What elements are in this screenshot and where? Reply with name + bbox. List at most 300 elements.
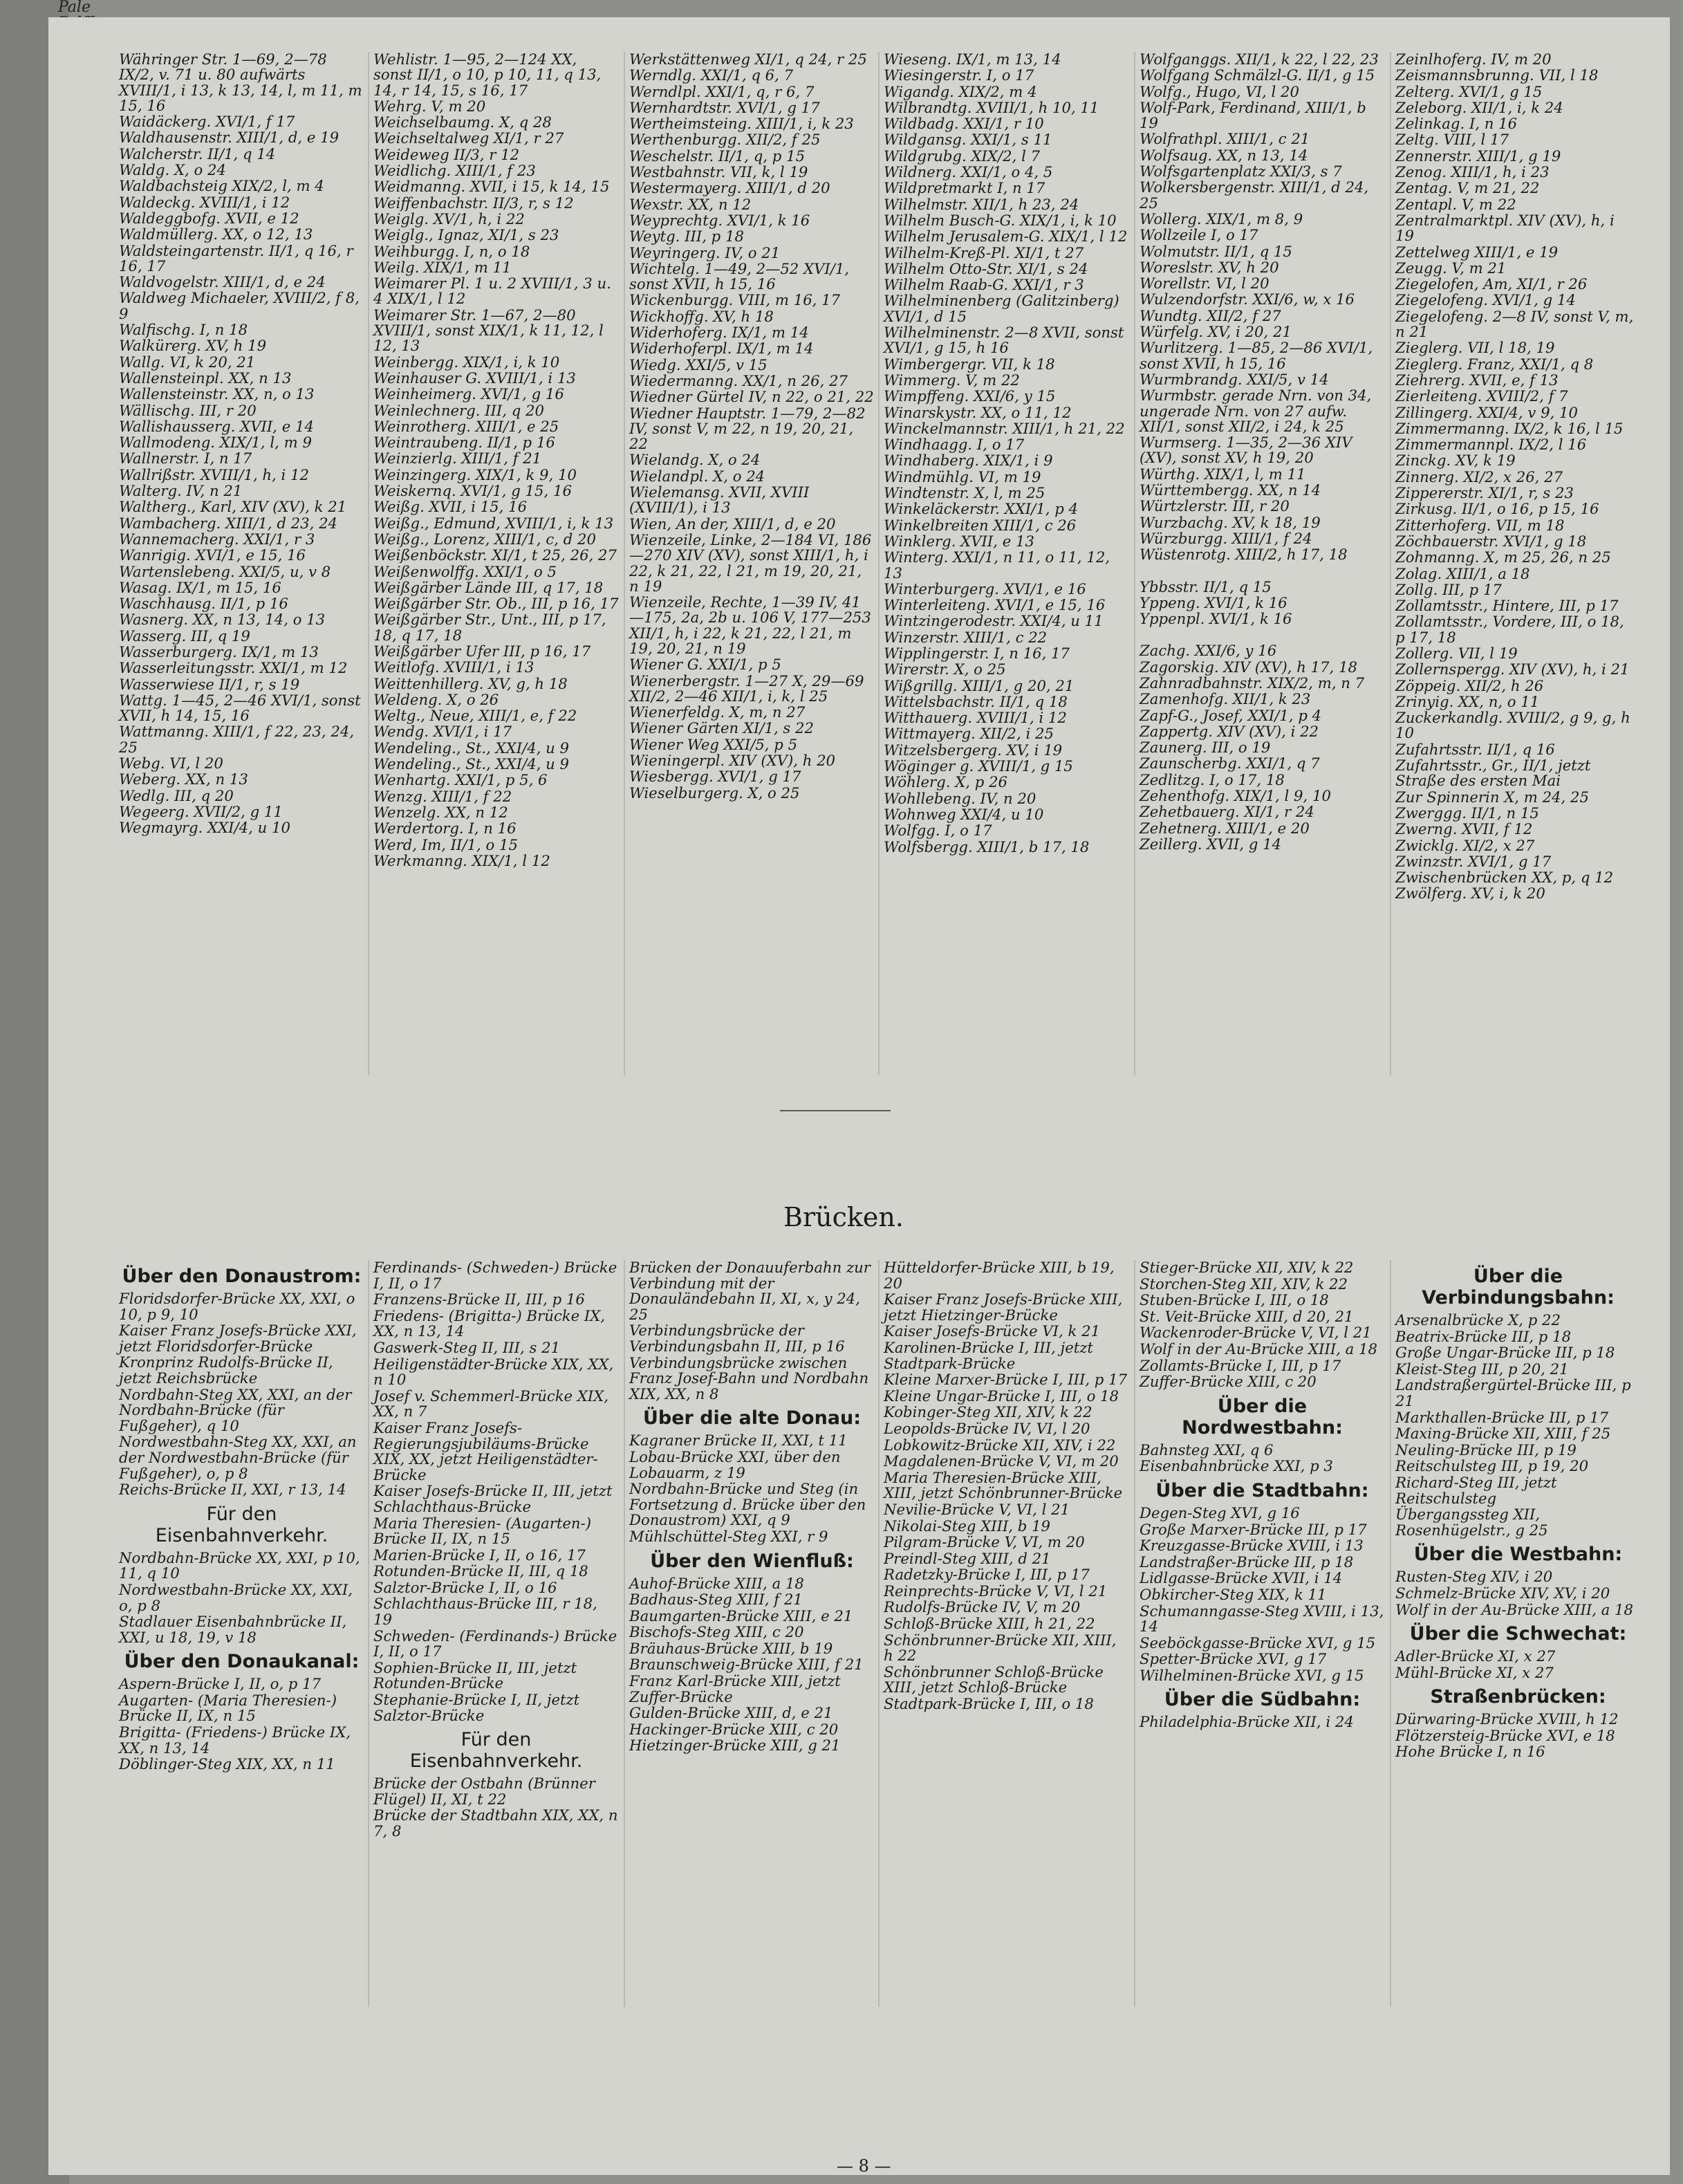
street-entry: Wolfgang Schmälzl-G. II/1, g 15 <box>1140 66 1375 84</box>
street-entry: Zollerg. VII, l 19 <box>1395 644 1518 662</box>
street-entry: Wernhardtstr. XVI/1, g 17 <box>629 98 820 116</box>
street-entry: Würfelg. XV, i 20, 21 <box>1140 323 1292 341</box>
street-entry: Wehlistr. 1—95, 2—124 XX, sonst II/1, o 10, p 10, 11, q 13, 14, r 14, 15, s 16, 17 <box>373 50 602 99</box>
street-entry: Weidlichg. XIII/1, f 23 <box>373 162 536 180</box>
street-entry: Zolag. XIII/1, a 18 <box>1395 564 1530 582</box>
street-entry: Wüstenrotg. XIII/2, h 17, 18 <box>1140 546 1348 564</box>
bridge-column <box>1395 1260 1641 1761</box>
street-entry: Wallmodeng. XIX/1, l, m 9 <box>119 434 312 452</box>
street-entry: Wiener G. XXI/1, p 5 <box>629 656 781 674</box>
street-entry: Zwischenbrücken XX, p, q 12 <box>1395 869 1614 887</box>
street-entry: Zimmermannpl. IX/2, l 16 <box>1395 436 1587 454</box>
street-entry: Zirkusg. II/1, o 16, p 15, 16 <box>1395 500 1599 518</box>
street-entry: Wallensteinstr. XX, n, o 13 <box>119 385 315 403</box>
street-entry: Waldeckg. XVIII/1, i 12 <box>119 193 290 211</box>
bridge-entry: Friedens- (Brigitta-) Brücke IX, XX, n 13, 14 <box>373 1306 606 1340</box>
street-entry: Zehetnerg. XIII/1, e 20 <box>1140 819 1310 837</box>
street-entry: Zippererstr. XI/1, r, s 23 <box>1395 484 1574 502</box>
street-entry: Würthg. XIX/1, l, m 11 <box>1140 465 1306 483</box>
street-entry: Wickhoffg. XV, h 18 <box>629 307 774 325</box>
bridge-entry: Kronprinz Rudolfs-Brücke II, jetzt Reichsbrücke <box>119 1353 333 1387</box>
street-entry: Wasnerg. XX, n 13, 14, o 13 <box>119 611 326 629</box>
street-entry: Zeltg. VIII, l 17 <box>1395 131 1509 149</box>
street-entry: Wielemansg. XVII, XVIII (XVIII/1), i 13 <box>629 483 810 517</box>
street-entry: Wieselburgerg. X, o 25 <box>629 784 800 802</box>
bridge-entry: Landstraßer-Brücke III, p 18 <box>1140 1553 1354 1571</box>
street-entry: Witzelsbergerg. XV, i 19 <box>884 741 1063 759</box>
street-entry: Winterleiteng. XVI/1, e 15, 16 <box>884 596 1106 614</box>
street-entry: Wilhelm Otto-Str. XI/1, s 24 <box>884 259 1088 277</box>
street-entry: Webg. VI, l 20 <box>119 755 223 772</box>
bridge-entry: Schönbrunner Schloß-Brücke XIII, jetzt Schloß-Brücke <box>884 1663 1104 1696</box>
street-entry: Zollg. III, p 17 <box>1395 580 1502 598</box>
street-entry: Wasserleitungsstr. XXI/1, m 12 <box>119 659 348 677</box>
column-rule <box>368 52 369 1075</box>
street-entry: Zentag. V, m 21, 22 <box>1395 179 1540 197</box>
street-entry: Weittenhillerg. XV, g, h 18 <box>373 674 568 692</box>
street-entry: Zeillerg. XVII, g 14 <box>1140 835 1282 853</box>
bridge-entry: Kobinger-Steg XII, XIV, k 22 <box>884 1403 1092 1421</box>
street-entry: Wiedner Gürtel IV, n 22, o 21, 22 <box>629 388 874 406</box>
spacer <box>1140 564 1385 579</box>
bridge-entry: Nevilie-Brücke V, VI, l 21 <box>884 1500 1070 1518</box>
bridge-entry: Gaswerk-Steg II, III, s 21 <box>373 1338 561 1356</box>
street-entry: Winzerstr. XIII/1, c 22 <box>884 628 1048 646</box>
bridge-subgroup-heading: Für den Eisenbahnverkehr. <box>155 1503 328 1546</box>
street-entry: Wiener Weg XXI/5, p 5 <box>629 735 798 753</box>
street-entry: Witthauerg. XVIII/1, i 12 <box>884 709 1067 727</box>
street-entry: Wolf-Park, Ferdinand, XIII/1, b 19 <box>1140 98 1366 132</box>
street-entry: Yppenpl. XVI/1, k 16 <box>1140 610 1292 628</box>
street-entry: Wien, An der, XIII/1, d, e 20 <box>629 515 836 533</box>
street-entry: Weiglg. XV/1, h, i 22 <box>373 210 525 228</box>
street-entry: Waltherg., Karl, XIV (XV), k 21 <box>119 498 347 516</box>
street-entry: Wolmutstr. II/1, q 15 <box>1140 242 1292 260</box>
street-entry: Wilhelminenberg (Galitzinberg) XVI/1, d 15 <box>884 292 1119 325</box>
street-entry: Wenzg. XIII/1, f 22 <box>373 787 512 805</box>
bridge-entry: Aspern-Brücke I, II, o, p 17 <box>119 1675 322 1693</box>
street-entry: Wattg. 1—45, 2—46 XVI/1, sonst XVII, h 14, 15, 16 <box>119 691 361 725</box>
street-entry: Weinheimerg. XVI/1, g 16 <box>373 385 564 403</box>
street-entry: Wiedg. XXI/5, v 15 <box>629 355 768 373</box>
bridge-entry: Seeböckgasse-Brücke XVI, g 15 <box>1140 1634 1376 1651</box>
street-entry: Wurmbstr. gerade Nrn. von 34, ungerade Nrn. von 27 aufw. XII/1, sonst XII/2, i 24, k 25 <box>1140 387 1372 435</box>
street-entry: Währinger Str. 1—69, 2—78 IX/2, v. 71 u. 80 aufwärts XVIII/1, i 13, k 13, 14, l, m 11, m 15, 16 <box>119 50 362 114</box>
bridge-entry: Reichs-Brücke II, XXI, r 13, 14 <box>119 1481 346 1499</box>
street-entry: Wildbadg. XXI/1, r 10 <box>884 115 1044 133</box>
street-entry: Weyprechtg. XVI/1, k 16 <box>629 211 810 229</box>
bridge-entry: Arsenalbrücke X, p 22 <box>1395 1311 1561 1329</box>
bridge-entry: Stuben-Brücke I, III, o 18 <box>1140 1291 1329 1309</box>
bridge-group-heading: Über die Stadtbahn: <box>1155 1479 1369 1501</box>
bridge-entry: Adler-Brücke XI, x 27 <box>1395 1647 1556 1665</box>
street-entry: Weißg. XVII, i 15, 16 <box>373 498 528 516</box>
street-entry: Wimpffeng. XXI/6, y 15 <box>884 387 1056 405</box>
bridge-group-heading: Über die Schwechat: <box>1409 1623 1627 1645</box>
street-entry: Wittmayerg. XII/2, i 25 <box>884 725 1054 743</box>
street-entry: Zaunscherbg. XXI/1, q 7 <box>1140 755 1320 772</box>
street-entry: Zahnradbahnstr. XIX/2, m, n 7 <box>1140 674 1365 692</box>
street-entry: Zöppeig. XII/2, h 26 <box>1395 676 1544 694</box>
street-entry: Zaunerg. III, o 19 <box>1140 739 1271 757</box>
column-rule <box>1134 1260 1135 2007</box>
street-entry: Zöchbauerstr. XVI/1, g 18 <box>1395 532 1587 550</box>
street-entry: Wasserg. III, q 19 <box>119 627 250 645</box>
street-entry: Ziehrerg. XVII, e, f 13 <box>1395 371 1559 389</box>
bridge-entry: Maria Theresien- (Augarten-) Brücke II, IX, n 15 <box>373 1514 591 1548</box>
street-entry: Wilhelm Jerusalem-G. XIX/1, l 12 <box>884 228 1128 246</box>
street-entry: Wallnerstr. I, n 17 <box>119 450 252 468</box>
street-entry: Württembergg. XX, n 14 <box>1140 481 1321 499</box>
bridge-entry: Salztor-Brücke I, II, o 16 <box>373 1578 557 1596</box>
bridge-entry: Brücken der Donauuferbahn zur Verbindung mit der Donauländebahn II, XI, x, y 24, 25 <box>629 1259 871 1323</box>
street-entry: Winckelmannstr. XIII/1, h 21, 22 <box>884 419 1125 437</box>
bridge-entry: Wilhelminen-Brücke XVI, g 15 <box>1140 1666 1364 1684</box>
street-entry: Weberg. XX, n 13 <box>119 770 248 788</box>
street-entry: Zenog. XIII/1, h, i 23 <box>1395 163 1550 181</box>
left-edge-fragment: Pale <box>58 0 91 16</box>
street-entry: Werkmanng. XIX/1, l 12 <box>373 851 550 869</box>
street-entry: Werkstättenweg XI/1, q 24, r 25 <box>629 50 867 68</box>
street-entry: Weyringerg. IV, o 21 <box>629 243 781 261</box>
bridge-entry: Brücke der Stadtbahn XIX, XX, n 7, 8 <box>373 1806 618 1840</box>
bridge-entry: Neuling-Brücke III, p 19 <box>1395 1441 1577 1459</box>
street-entry: Worellstr. VI, l 20 <box>1140 275 1270 293</box>
section-divider <box>780 1110 891 1111</box>
street-entry: Wurmbrandg. XXI/5, v 14 <box>1140 370 1329 388</box>
bridge-entry: Storchen-Steg XII, XIV, k 22 <box>1140 1275 1348 1293</box>
street-entry: Wolfsaug. XX, n 13, 14 <box>1140 146 1308 164</box>
column-rule <box>878 52 880 1075</box>
bridge-entry: Kagraner Brücke II, XXI, t 11 <box>629 1432 848 1450</box>
bridge-entry: Preindl-Steg XIII, d 21 <box>884 1549 1051 1567</box>
bridge-column <box>884 1260 1129 1713</box>
bridge-entry: Gulden-Brücke XIII, d, e 21 <box>629 1704 833 1722</box>
street-column <box>119 52 364 837</box>
bridge-entry: Franz Karl-Brücke XIII, jetzt Zuffer-Brücke <box>629 1672 841 1705</box>
street-entry: Wexstr. XX, n 12 <box>629 195 752 213</box>
street-entry: Waldbachsteig XIX/2, l, m 4 <box>119 177 324 195</box>
street-entry: Weimarer Str. 1—67, 2—80 XVIII/1, sonst XIX/1, k 11, 12, l 12, 13 <box>373 306 604 355</box>
street-entry: Wilhelm-Kreß-Pl. XI/1, t 27 <box>884 243 1084 261</box>
street-entry: Wattmanng. XIII/1, f 22, 23, 24, 25 <box>119 723 355 756</box>
bridge-entry: Rotunden-Brücke II, III, q 18 <box>373 1562 588 1580</box>
bridge-entry: Baumgarten-Brücke XIII, e 21 <box>629 1607 853 1625</box>
street-entry: Wedlg. III, q 20 <box>119 786 234 804</box>
bridge-entry: Bahnsteg XXI, q 6 <box>1140 1441 1274 1459</box>
street-entry: Zachg. XXI/6, y 16 <box>1140 642 1277 660</box>
street-entry: Walfischg. I, n 18 <box>119 321 248 339</box>
bridge-entry: Lobau-Brücke XXI, über den Lobauarm, z 19 <box>629 1447 841 1481</box>
bridge-entry: Nordwestbahn-Steg XX, XXI, an der Nordwestbahn-Brücke (für Fußgeher), o, p 8 <box>119 1433 357 1482</box>
bridge-entry: Zollamts-Brücke I, III, p 17 <box>1140 1356 1341 1374</box>
street-entry: Weytg. III, p 18 <box>629 228 744 246</box>
street-entry: Werdertorg. I, n 16 <box>373 820 517 837</box>
street-entry: Würtzlerstr. III, r 20 <box>1140 497 1290 515</box>
street-entry: Wegeerg. XVII/2, g 11 <box>119 802 283 820</box>
bridge-entry: Kaiser Josefs-Brücke II, III, jetzt Schlachthaus-Brücke <box>373 1482 613 1515</box>
bridge-entry: Stieger-Brücke XII, XIV, k 22 <box>1140 1259 1354 1276</box>
bridge-entry: Bischofs-Steg XIII, c 20 <box>629 1623 804 1641</box>
street-entry: Wehrg. V, m 20 <box>373 97 486 115</box>
street-entry: Wimbergergr. VII, k 18 <box>884 355 1055 373</box>
bridge-subgroup-heading: Für den Eisenbahnverkehr. <box>409 1729 583 1773</box>
street-entry: Winarskystr. XX, o 11, 12 <box>884 403 1072 421</box>
street-entry: Zur Spinnerin X, m 24, 25 <box>1395 788 1589 806</box>
street-entry: Wiesingerstr. I, o 17 <box>884 66 1034 84</box>
street-entry: Zrinyig. XX, n, o 11 <box>1395 692 1540 710</box>
street-entry: Zierleiteng. XVIII/2, f 7 <box>1395 387 1568 405</box>
street-entry: Weinrotherg. XIII/1, e 25 <box>373 417 559 435</box>
street-entry: Wollerg. XIX/1, m 8, 9 <box>1140 210 1303 228</box>
bridge-entry: Dürwaring-Brücke XVIII, h 12 <box>1395 1710 1619 1728</box>
bridge-entry: Ferdinands- (Schweden-) Brücke I, II, o 17 <box>373 1259 617 1292</box>
street-entry: Waldhausenstr. XIII/1, d, e 19 <box>119 129 340 147</box>
street-column <box>884 52 1129 855</box>
street-entry: Wöhlerg. X, p 26 <box>884 773 1008 791</box>
street-entry: Wöginger g. XVIII/1, g 15 <box>884 757 1073 775</box>
street-entry: Wendeling., St., XXI/4, u 9 <box>373 755 570 773</box>
bridge-entry: Auhof-Brücke XIII, a 18 <box>629 1574 804 1592</box>
section-title: Brücken. <box>783 1202 904 1232</box>
street-entry: Wendeling., St., XXI/4, u 9 <box>373 739 570 757</box>
bridge-entry: Wackenroder-Brücke V, VI, l 21 <box>1140 1324 1372 1342</box>
street-entry: Zieglerg. Franz, XXI/1, q 8 <box>1395 355 1594 373</box>
bridge-entry: Hütteldorfer-Brücke XIII, b 19, 20 <box>884 1259 1115 1292</box>
street-entry: Wasserwiese II/1, r, s 19 <box>119 675 300 693</box>
street-entry: Wurmserg. 1—35, 2—36 XIV (XV), sonst XV, h 19, 20 <box>1140 434 1352 467</box>
bridge-entry: Philadelphia-Brücke XII, i 24 <box>1140 1713 1354 1731</box>
bridge-column <box>629 1260 875 1755</box>
street-entry: Wimmerg. V, m 22 <box>884 371 1020 389</box>
street-entry: Weinzierlg. XIII/1, f 21 <box>373 450 542 468</box>
street-entry: Zagorskig. XIV (XV), h 17, 18 <box>1140 658 1357 676</box>
street-entry: Wolfsgartenplatz XXI/3, s 7 <box>1140 163 1342 181</box>
street-entry: Weideweg II/3, r 12 <box>373 145 520 163</box>
street-entry: Wendg. XVI/1, i 17 <box>373 723 512 741</box>
street-entry: Zeismannsbrunng. VII, l 18 <box>1395 66 1599 84</box>
bridge-entry: Markthallen-Brücke III, p 17 <box>1395 1408 1609 1426</box>
street-entry: Wigandg. XIX/2, m 4 <box>884 82 1037 100</box>
street-entry: Wundtg. XII/2, f 27 <box>1140 306 1281 324</box>
street-entry: Zehenthofg. XIX/1, l 9, 10 <box>1140 787 1331 805</box>
street-entry: Zohmanng. X, m 25, 26, n 25 <box>1395 548 1611 566</box>
street-entry: Zentralmarktpl. XIV (XV), h, i 19 <box>1395 211 1615 245</box>
bridge-entry: Mühl-Brücke XI, x 27 <box>1395 1663 1554 1681</box>
street-entry: Wildgansg. XXI/1, s 11 <box>884 131 1052 149</box>
street-entry: Wannemacherg. XXI/1, r 3 <box>119 530 315 548</box>
street-entry: Wielandpl. X, o 24 <box>629 467 765 485</box>
street-entry: Widerhoferpl. IX/1, m 14 <box>629 340 814 358</box>
street-entry: Zollamtsstr., Vordere, III, o 18, p 17, 18 <box>1395 613 1624 646</box>
street-entry: Winterburgerg. XVI/1, e 16 <box>884 580 1086 598</box>
street-entry: Wegmayrg. XXI/4, u 10 <box>119 819 290 837</box>
street-entry: Winklerg. XVII, e 13 <box>884 532 1034 550</box>
street-entry: Weitlofg. XVIII/1, i 13 <box>373 658 534 676</box>
street-entry: Wenhartg. XXI/1, p 5, 6 <box>373 771 548 789</box>
street-entry: Waldvogelstr. XIII/1, d, e 24 <box>119 273 326 291</box>
street-entry: Werthenburgg. XII/2, f 25 <box>629 131 821 149</box>
street-entry: Zwerng. XVII, f 12 <box>1395 820 1533 838</box>
bridge-entry: Flötzersteig-Brücke XVI, e 18 <box>1395 1726 1615 1744</box>
street-entry: Wambacherg. XIII/1, d 23, 24 <box>119 514 338 532</box>
street-entry: Weihburgg. I, n, o 18 <box>373 242 530 260</box>
street-entry: Winkelbreiten XIII/1, c 26 <box>884 516 1077 534</box>
bridge-entry: Schlachthaus-Brücke III, r 18, 19 <box>373 1595 597 1629</box>
street-entry: Walkürerg. XV, h 19 <box>119 337 267 355</box>
street-entry: Wanrigig. XVI/1, e 15, 16 <box>119 546 306 564</box>
street-entry: Wißgrillg. XIII/1, g 20, 21 <box>884 676 1075 694</box>
bridge-entry: Schönbrunner-Brücke XII, XIII, h 22 <box>884 1631 1117 1665</box>
street-entry: Ybbsstr. II/1, q 15 <box>1140 577 1272 595</box>
street-column <box>1140 52 1385 853</box>
street-entry: Wieseng. IX/1, m 13, 14 <box>884 50 1061 68</box>
street-entry: Waldmüllerg. XX, o 12, 13 <box>119 225 313 243</box>
bridge-entry: St. Veit-Brücke XIII, d 20, 21 <box>1140 1307 1354 1325</box>
street-entry: Zelterg. XVI/1, g 15 <box>1395 82 1543 100</box>
bridge-entry: Hohe Brücke I, n 16 <box>1395 1743 1545 1761</box>
street-entry: Werndlpl. XXI/1, q, r 6, 7 <box>629 82 815 100</box>
bridge-entry: Kreuzgasse-Brücke XVIII, i 13 <box>1140 1537 1364 1555</box>
bridge-entry: Kaiser Franz Josefs-Brücke XIII, jetzt Hietzinger-Brücke <box>884 1290 1123 1324</box>
street-entry: Zillingerg. XXI/4, v 9, 10 <box>1395 403 1578 421</box>
street-entry: Waschhausg. II/1, p 16 <box>119 595 288 613</box>
bridge-entry: Degen-Steg XVI, g 16 <box>1140 1503 1300 1521</box>
street-entry: Weißgärber Str. Ob., III, p 16, 17 <box>373 595 619 613</box>
street-entry: Weinzingerg. XIX/1, k 9, 10 <box>373 465 577 483</box>
bridge-entry: Badhaus-Steg XIII, f 21 <box>629 1591 803 1609</box>
street-entry: Weidmanng. XVII, i 15, k 14, 15 <box>373 178 610 196</box>
street-entry: Wolfgg. I, o 17 <box>884 822 992 840</box>
street-entry: Wolfg., Hugo, VI, l 20 <box>1140 82 1300 100</box>
bridge-entry: Kleine Ungar-Brücke I, III, o 18 <box>884 1387 1119 1405</box>
bridge-entry: Kleist-Steg III, p 20, 21 <box>1395 1360 1569 1378</box>
bridge-column <box>373 1260 619 1840</box>
street-entry: Wiedermanng. XX/1, n 26, 27 <box>629 371 848 389</box>
bridge-entry: Marien-Brücke I, II, o 16, 17 <box>373 1546 586 1564</box>
bridge-entry: Maria Theresien-Brücke XIII, XIII, jetzt Schönbrunner-Brücke <box>884 1468 1123 1502</box>
street-entry: Winkeläckerstr. XXI/1, p 4 <box>884 500 1079 518</box>
street-entry: Wällischg. III, r 20 <box>119 401 257 419</box>
column-rule <box>1390 52 1391 1075</box>
street-entry: Zwinzstr. XVI/1, g 17 <box>1395 852 1552 870</box>
bridge-entry: Brigitta- (Friedens-) Brücke IX, XX, n 13, 14 <box>119 1723 351 1757</box>
bridge-entry: Nordwestbahn-Brücke XX, XXI, o, p 8 <box>119 1580 353 1614</box>
street-entry: Wallishausserg. XVII, e 14 <box>119 417 314 435</box>
street-entry: Waldweg Michaeler, XVIII/2, f 8, 9 <box>119 289 360 322</box>
bridge-entry: Verbindungsbrücke zwischen Franz Josef-Bahn und Nordbahn XIX, XX, n 8 <box>629 1353 869 1403</box>
street-entry: Wilhelm Raab-G. XXI/1, r 3 <box>884 276 1084 294</box>
street-entry: Wielandg. X, o 24 <box>629 451 761 469</box>
street-entry: Wolfrathpl. XIII/1, c 21 <box>1140 130 1310 148</box>
street-entry: Wilhelminenstr. 2—8 XVII, sonst XVI/1, g 15, h 16 <box>884 324 1124 357</box>
street-entry: Zuckerkandlg. XVIII/2, g 9, g, h 10 <box>1395 709 1630 742</box>
column-rule <box>1134 52 1135 1075</box>
bridge-entry: Schweden- (Ferdinands-) Brücke I, II, o 17 <box>373 1627 617 1660</box>
street-entry: Würzburgg. XIII/1, f 24 <box>1140 529 1312 547</box>
street-entry: Weiffenbachstr. II/3, r, s 12 <box>373 194 574 212</box>
street-entry: Wildnerg. XXI/1, o 4, 5 <box>884 163 1053 181</box>
bridge-entry: Kaiser Franz Josefs-Brücke XXI, jetzt Floridsdorfer-Brücke <box>119 1322 357 1355</box>
bridge-entry: Josef v. Schemmerl-Brücke XIX, XX, n 7 <box>373 1387 609 1420</box>
bridge-entry: Schmelz-Brücke XIV, XV, i 20 <box>1395 1584 1610 1602</box>
bridge-entry: Maxing-Brücke XII, XIII, f 25 <box>1395 1425 1611 1443</box>
street-entry: Zettelweg XIII/1, e 19 <box>1395 243 1559 261</box>
street-entry: Wallg. VI, k 20, 21 <box>119 353 256 371</box>
bridge-group-heading: Über die Südbahn: <box>1164 1689 1361 1711</box>
bridge-entry: Hietzinger-Brücke XIII, g 21 <box>629 1737 841 1755</box>
street-entry: Wenzelg. XX, n 12 <box>373 803 508 821</box>
street-entry: Weiglg., Ignaz, XI/1, s 23 <box>373 226 559 244</box>
street-entry: Weißenwolffg. XXI/1, o 5 <box>373 562 557 580</box>
bridge-entry: Übergangssteg XII, Rosenhügelstr., g 25 <box>1395 1506 1548 1539</box>
street-entry: Wilhelm Busch-G. XIX/1, i, k 10 <box>884 211 1117 229</box>
bridge-entry: Braunschweig-Brücke XIII, f 21 <box>629 1656 864 1674</box>
bridge-group-heading: Über den Donaustrom: <box>122 1266 362 1287</box>
bridge-entry: Spetter-Brücke XVI, g 17 <box>1140 1650 1327 1668</box>
street-entry: Wieningerpl. XIV (XV), h 20 <box>629 752 836 770</box>
bridge-entry: Kaiser Josefs-Brücke VI, k 21 <box>884 1322 1101 1340</box>
street-entry: Weldeng. X, o 26 <box>373 690 499 708</box>
bridge-entry: Karolinen-Brücke I, III, jetzt Stadtpark-Brücke <box>884 1338 1093 1372</box>
street-entry: Wildpretmarkt I, n 17 <box>884 179 1045 197</box>
street-entry: Westermayerg. XIII/1, d 20 <box>629 179 830 197</box>
street-entry: Walcherstr. II/1, q 14 <box>119 145 276 163</box>
street-entry: Wilhelmstr. XII/1, h 23, 24 <box>884 195 1079 213</box>
street-entry: Zinckg. XV, k 19 <box>1395 452 1516 470</box>
street-entry: Woreslstr. XV, h 20 <box>1140 258 1279 276</box>
bridge-entry: Kleine Marxer-Brücke I, III, p 17 <box>884 1371 1128 1389</box>
street-entry: Weintraubeng. II/1, p 16 <box>373 434 555 452</box>
street-entry: Weißenböckstr. XI/1, t 25, 26, 27 <box>373 546 617 564</box>
street-entry: Wallrißstr. XVIII/1, h, i 12 <box>119 465 310 483</box>
street-entry: Weschelstr. II/1, q, p 15 <box>629 147 806 165</box>
street-entry: Weißgärber Lände III, q 17, 18 <box>373 578 604 596</box>
street-entry: Weißg., Lorenz, XIII/1, c, d 20 <box>373 530 596 548</box>
street-entry: Zieglerg. VII, l 18, 19 <box>1395 339 1555 357</box>
street-entry: Zeinlhoferg. IV, m 20 <box>1395 50 1552 68</box>
bridge-entry: Eisenbahnbrücke XXI, p 3 <box>1140 1457 1333 1475</box>
street-entry: Wirerstr. X, o 25 <box>884 660 1006 678</box>
street-entry: Winterg. XXI/1, n 11, o 11, 12, 13 <box>884 548 1110 582</box>
bridge-entry: Reitschulsteg III, p 19, 20 <box>1395 1457 1589 1475</box>
bridge-entry: Landstraßergürtel-Brücke III, p 21 <box>1395 1376 1631 1409</box>
bridge-group-heading: Über den Wienfluß: <box>650 1550 854 1572</box>
street-entry: Zehetbauerg. XI/1, r 24 <box>1140 803 1314 821</box>
street-entry: Weichseltalweg XI/1, r 27 <box>373 129 564 147</box>
street-entry: Wiener Gärten XI/1, s 22 <box>629 719 814 737</box>
street-entry: Wasserburgerg. IX/1, m 13 <box>119 642 319 660</box>
street-entry: Waldsteingartenstr. II/1, q 16, r 16, 17 <box>119 241 353 275</box>
street-entry: Wolfganggs. XII/1, k 22, l 22, 23 <box>1140 50 1379 68</box>
bridge-entry: Große Marxer-Brücke III, p 17 <box>1140 1520 1367 1538</box>
street-entry: Wurzbachg. XV, k 18, 19 <box>1140 513 1321 531</box>
bridge-entry: Leopolds-Brücke IV, VI, l 20 <box>884 1419 1090 1437</box>
bridge-entry: Nikolai-Steg XIII, b 19 <box>884 1517 1051 1535</box>
street-entry: Waldeggbofg. XVII, e 12 <box>119 209 299 227</box>
street-entry: Windtenstr. X, l, m 25 <box>884 484 1045 502</box>
bridge-column <box>119 1260 364 1773</box>
street-entry: Wichtelg. 1—49, 2—52 XVI/1, sonst XVII, h 15, 16 <box>629 259 850 293</box>
street-entry: Wasag. IX/1, m 15, 16 <box>119 578 281 596</box>
bridge-entry: Beatrix-Brücke III, p 18 <box>1395 1327 1572 1345</box>
street-entry: Ziegelofeng. XVI/1, g 14 <box>1395 291 1576 309</box>
street-entry: Weinbergg. XIX/1, i, k 10 <box>373 353 560 371</box>
street-entry: Weißgärber Ufer III, p 16, 17 <box>373 642 591 660</box>
street-entry: Walterg. IV, n 21 <box>119 482 243 500</box>
street-entry: Wurlitzerg. 1—85, 2—86 XVI/1, sonst XVII, h 15, 16 <box>1140 339 1373 372</box>
street-entry: Wiedner Hauptstr. 1—79, 2—82 IV, sonst V, m 22, n 19, 20, 21, 22 <box>629 404 866 453</box>
